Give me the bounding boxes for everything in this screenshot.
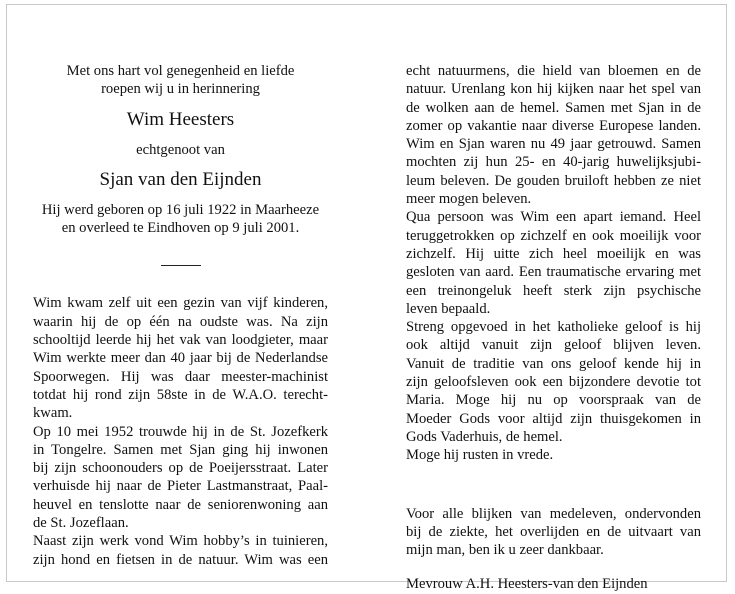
text-line: Wim en Sjan waren nu 49 jaar getrouwd. Samen [406, 136, 701, 153]
relation-text: echtgenoot van [136, 141, 225, 158]
text-line: leum beleven. De gouden bruiloft hebben ze niet [406, 172, 701, 189]
text-line: de St. Jozeflaan. [33, 515, 129, 532]
intro-line-1: Met ons hart vol genegenheid en liefde [66, 63, 295, 79]
left-column [33, 62, 328, 569]
text-line: Voor alle blijken van medeleven, ondervonden [406, 505, 701, 522]
left-body-text [33, 294, 328, 568]
text-line: ook altijd vanuit zijn geloof blijven leven. [406, 337, 701, 354]
signature: Mevrouw A.H. Heesters-van den Eijnden [406, 576, 648, 593]
spouse-name: Sjan van den Eijnden [99, 168, 262, 190]
text-line: verhuisde hij naar de Pieter Lastmanstraat, Paal- [33, 478, 328, 495]
intro-line-2: roepen wij u in herinnering [101, 81, 260, 98]
thanks-paragraph [406, 505, 701, 560]
text-line: kwam. [33, 405, 73, 422]
text-line: Vanuit de traditie van ons geloof kende hij in [406, 355, 701, 372]
text-line: Wim kwam zelf uit een gezin van vijf kinderen, [33, 295, 328, 312]
text-line: bij zijn schoonouders op de Poeijersstraat. Later [33, 460, 328, 477]
paragraph [406, 318, 701, 446]
text-line: in Tongelre. Samen met Sjan ging hij inwonen [33, 441, 328, 458]
text-line: totdat hij rond zijn 58ste in de W.A.O. terecht- [33, 386, 328, 403]
text-line: bij de ziekte, het overlijden en de uitvaart van [406, 523, 701, 540]
text-line: Wim werkte meer dan 40 jaar bij de Nederlandse [33, 350, 328, 367]
text-line: Naast zijn werk vond Wim hobby’s in tuinieren, [33, 533, 328, 550]
right-body-text [406, 62, 701, 465]
text-line: gesloten van aard. Een traumatische ervaring met [406, 264, 701, 281]
paragraph [33, 423, 328, 533]
deceased-name: Wim Heesters [126, 108, 235, 130]
text-line: leven bepaald. [406, 300, 491, 317]
text-line: de wolken aan de hemel. Samen met Sjan in de [406, 99, 701, 116]
paragraph [406, 446, 701, 464]
text-line: heuvel en tenslotte naar de seniorenwoning aan [33, 496, 328, 513]
text-line: Qua persoon was Wim een apart iemand. Heel [406, 209, 701, 226]
text-line: Op 10 mei 1952 trouwde hij in de St. Jozefkerk [33, 423, 328, 440]
birth-line: Hij werd geboren op 16 juli 1922 in Maarheeze [41, 201, 320, 218]
text-line: mijn man, ben ik u zeer dankbaar. [406, 542, 604, 559]
text-line: Moeder Gods voor altijd zijn thuisgekomen in [406, 410, 701, 427]
text-line: zomer op vakantie naar diverse Europese landen. [406, 117, 701, 134]
paragraph [33, 532, 328, 569]
text-line: zijn geloofsleven ook een bijzondere devotie tot [406, 374, 701, 391]
text-line: natuur. Urenlang kon hij kijken naar het spel van [406, 81, 701, 98]
text-line: schooltijd leerde hij het vak van loodgieter, maar [33, 332, 328, 349]
text-line: zichzelf. Hij uitte zich heel moeilijk en was [406, 245, 701, 262]
text-line: zijn hond en fietsen in de natuur. Wim was een [33, 551, 328, 568]
text-line: Streng opgevoed in het katholieke geloof is hij [406, 319, 701, 336]
text-line: echt natuurmens, die hield van bloemen en de [406, 63, 701, 79]
paragraph [406, 505, 701, 560]
text-line: waarin hij de op één na oudste was. Na zijn [33, 313, 328, 330]
paragraph [406, 208, 701, 318]
text-line: Spoorwegen. Hij was daar meester-machinist [33, 368, 328, 385]
text-line: meer mogen beleven. [406, 191, 532, 208]
text-line: mochten zij hun 25- en 40-jarig huwelijksjubi- [406, 154, 701, 171]
text-line: Gods Vaderhuis, de hemel. [406, 428, 563, 445]
text-line: teruggetrokken op zichzelf en ook moeilijk voor [406, 227, 701, 244]
right-column [406, 62, 701, 594]
text-line: Moge hij rusten in vrede. [406, 447, 554, 464]
death-line: en overleed te Eindhoven op 9 juli 2001. [61, 220, 300, 237]
paragraph [406, 62, 701, 208]
paragraph [33, 294, 328, 422]
text-line: een treinongeluk heeft sterk zijn psychische [406, 282, 701, 299]
text-line: Maria. Moge hij nu op voorspraak van de [406, 392, 701, 409]
